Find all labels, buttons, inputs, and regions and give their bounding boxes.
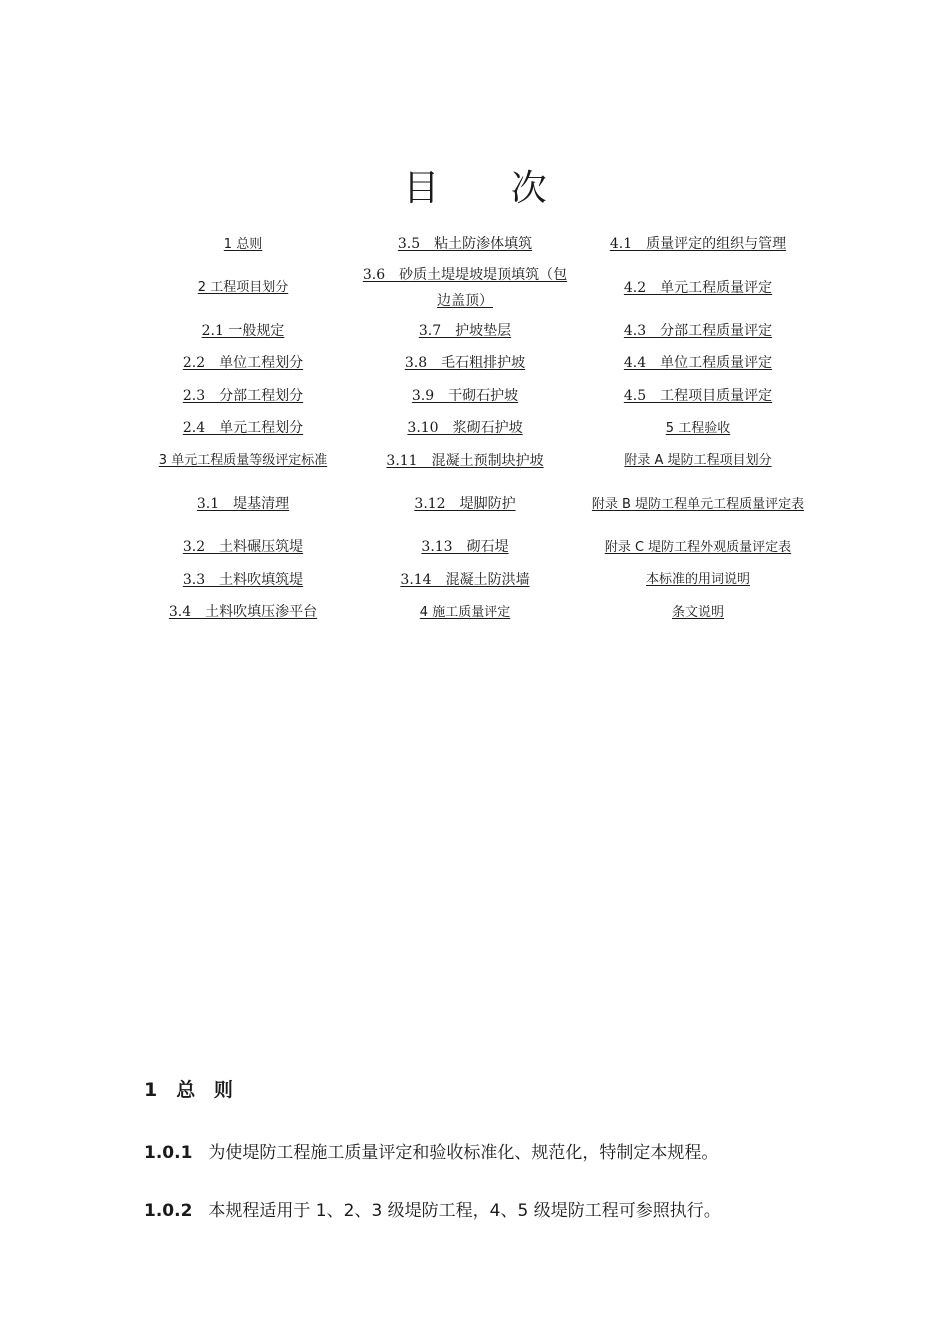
toc-link[interactable]: 4.4 单位工程质量评定: [623, 355, 773, 372]
clause-1-0-1: [144, 1138, 718, 1163]
toc-link[interactable]: 3 单元工程质量等级评定标准: [158, 453, 328, 469]
toc-cell: [576, 228, 820, 261]
toc-cell: [576, 477, 820, 531]
toc-link[interactable]: 4 施工质量评定: [419, 604, 511, 620]
toc-title: 目 次: [403, 168, 577, 209]
toc-link[interactable]: 3.14 混凝土防洪墙: [400, 571, 530, 588]
toc-cell: [132, 564, 354, 597]
toc-link[interactable]: 2.2 单位工程划分: [182, 355, 304, 372]
toc-cell: [576, 412, 820, 445]
clause-number: 1.0.1: [144, 1143, 193, 1163]
toc-cell: [354, 380, 576, 413]
toc-row: [132, 564, 820, 597]
toc-row: [132, 412, 820, 445]
toc-cell: [354, 228, 576, 261]
clause-1-0-2: [144, 1196, 721, 1221]
section-heading: 1 总 则: [144, 1079, 233, 1101]
toc-link[interactable]: 2.3 分部工程划分: [182, 387, 304, 404]
toc-link[interactable]: 本标准的用词说明: [645, 572, 750, 588]
toc-cell: [354, 347, 576, 380]
toc-cell: [132, 347, 354, 380]
toc-row: [132, 261, 820, 315]
toc-link[interactable]: 附录 A 堤防工程项目划分: [624, 453, 772, 469]
toc-link[interactable]: 3.13 砌石堤: [421, 539, 509, 556]
toc-link[interactable]: 3.2 土料碾压筑堤: [182, 539, 304, 556]
toc-link[interactable]: 条文说明: [671, 604, 724, 620]
toc-row: [132, 347, 820, 380]
toc-cell: [354, 445, 576, 478]
toc-cell: [576, 380, 820, 413]
toc-link[interactable]: 2.4 单元工程划分: [182, 420, 304, 437]
toc-link[interactable]: 3.6 砂质土堤堤坡堤顶填筑（包边盖顶）: [362, 266, 568, 309]
toc-cell: [576, 261, 820, 315]
toc-link[interactable]: 3.10 浆砌石护坡: [407, 420, 523, 437]
toc-link[interactable]: 3.11 混凝土预制块护坡: [386, 452, 544, 469]
toc-row: [132, 531, 820, 564]
toc-cell: [354, 477, 576, 531]
toc-cell: [132, 380, 354, 413]
toc-link[interactable]: 3.8 毛石粗排护坡: [404, 355, 526, 372]
toc-link[interactable]: 3.5 粘土防渗体填筑: [397, 236, 533, 253]
toc-link[interactable]: 3.12 堤脚防护: [414, 496, 516, 512]
toc-link[interactable]: 附录 C 堤防工程外观质量评定表: [604, 539, 792, 555]
toc-cell: [576, 347, 820, 380]
toc-cell: [576, 596, 820, 629]
toc-link[interactable]: 4.3 分部工程质量评定: [623, 322, 773, 339]
toc-cell: [132, 412, 354, 445]
toc-cell: [132, 445, 354, 478]
toc-link[interactable]: 4.2 单元工程质量评定: [623, 279, 773, 296]
toc-cell: [132, 315, 354, 348]
toc-row: [132, 315, 820, 348]
toc-link[interactable]: 5 工程验收: [665, 420, 731, 436]
toc-cell: [132, 531, 354, 564]
toc-link[interactable]: 3.7 护坡垫层: [418, 322, 512, 339]
toc-row: [132, 380, 820, 413]
toc-cell: [354, 412, 576, 445]
toc-link[interactable]: 3.9 干砌石护坡: [411, 387, 519, 404]
toc-row: [132, 228, 820, 261]
clause-text: 为使堤防工程施工质量评定和验收标准化、规范化，特制定本规程。: [208, 1143, 719, 1163]
toc-cell: [354, 564, 576, 597]
toc-cell: [576, 531, 820, 564]
toc-cell: [132, 228, 354, 261]
toc-cell: [354, 531, 576, 564]
toc-link[interactable]: 2.1 一般规定: [201, 322, 285, 339]
toc-table: [132, 228, 820, 629]
toc-cell: [354, 596, 576, 629]
toc-link[interactable]: 附录 B 堤防工程单元工程质量评定表: [591, 496, 805, 512]
toc-link[interactable]: 3.1 堤基清理: [196, 496, 290, 512]
toc-cell: [132, 596, 354, 629]
toc-cell: [354, 261, 576, 315]
toc-link[interactable]: 1 总则: [223, 236, 263, 252]
toc-row: [132, 445, 820, 478]
toc-cell: [576, 445, 820, 478]
toc-row: [132, 477, 820, 531]
toc-cell: [132, 261, 354, 315]
toc-link[interactable]: 2 工程项目划分: [197, 280, 289, 295]
toc-link[interactable]: 3.3 土料吹填筑堤: [182, 571, 304, 588]
toc-link[interactable]: 4.5 工程项目质量评定: [623, 387, 773, 404]
toc-link[interactable]: 4.1 质量评定的组织与管理: [609, 236, 787, 253]
toc-cell: [576, 564, 820, 597]
clause-text: 本规程适用于 1、2、3 级堤防工程，4、5 级堤防工程可参照执行。: [208, 1201, 721, 1221]
toc-link[interactable]: 3.4 土料吹填压渗平台: [168, 604, 318, 621]
toc-cell: [132, 477, 354, 531]
toc-cell: [354, 315, 576, 348]
toc-row: [132, 596, 820, 629]
clause-number: 1.0.2: [144, 1201, 193, 1221]
toc-cell: [576, 315, 820, 348]
